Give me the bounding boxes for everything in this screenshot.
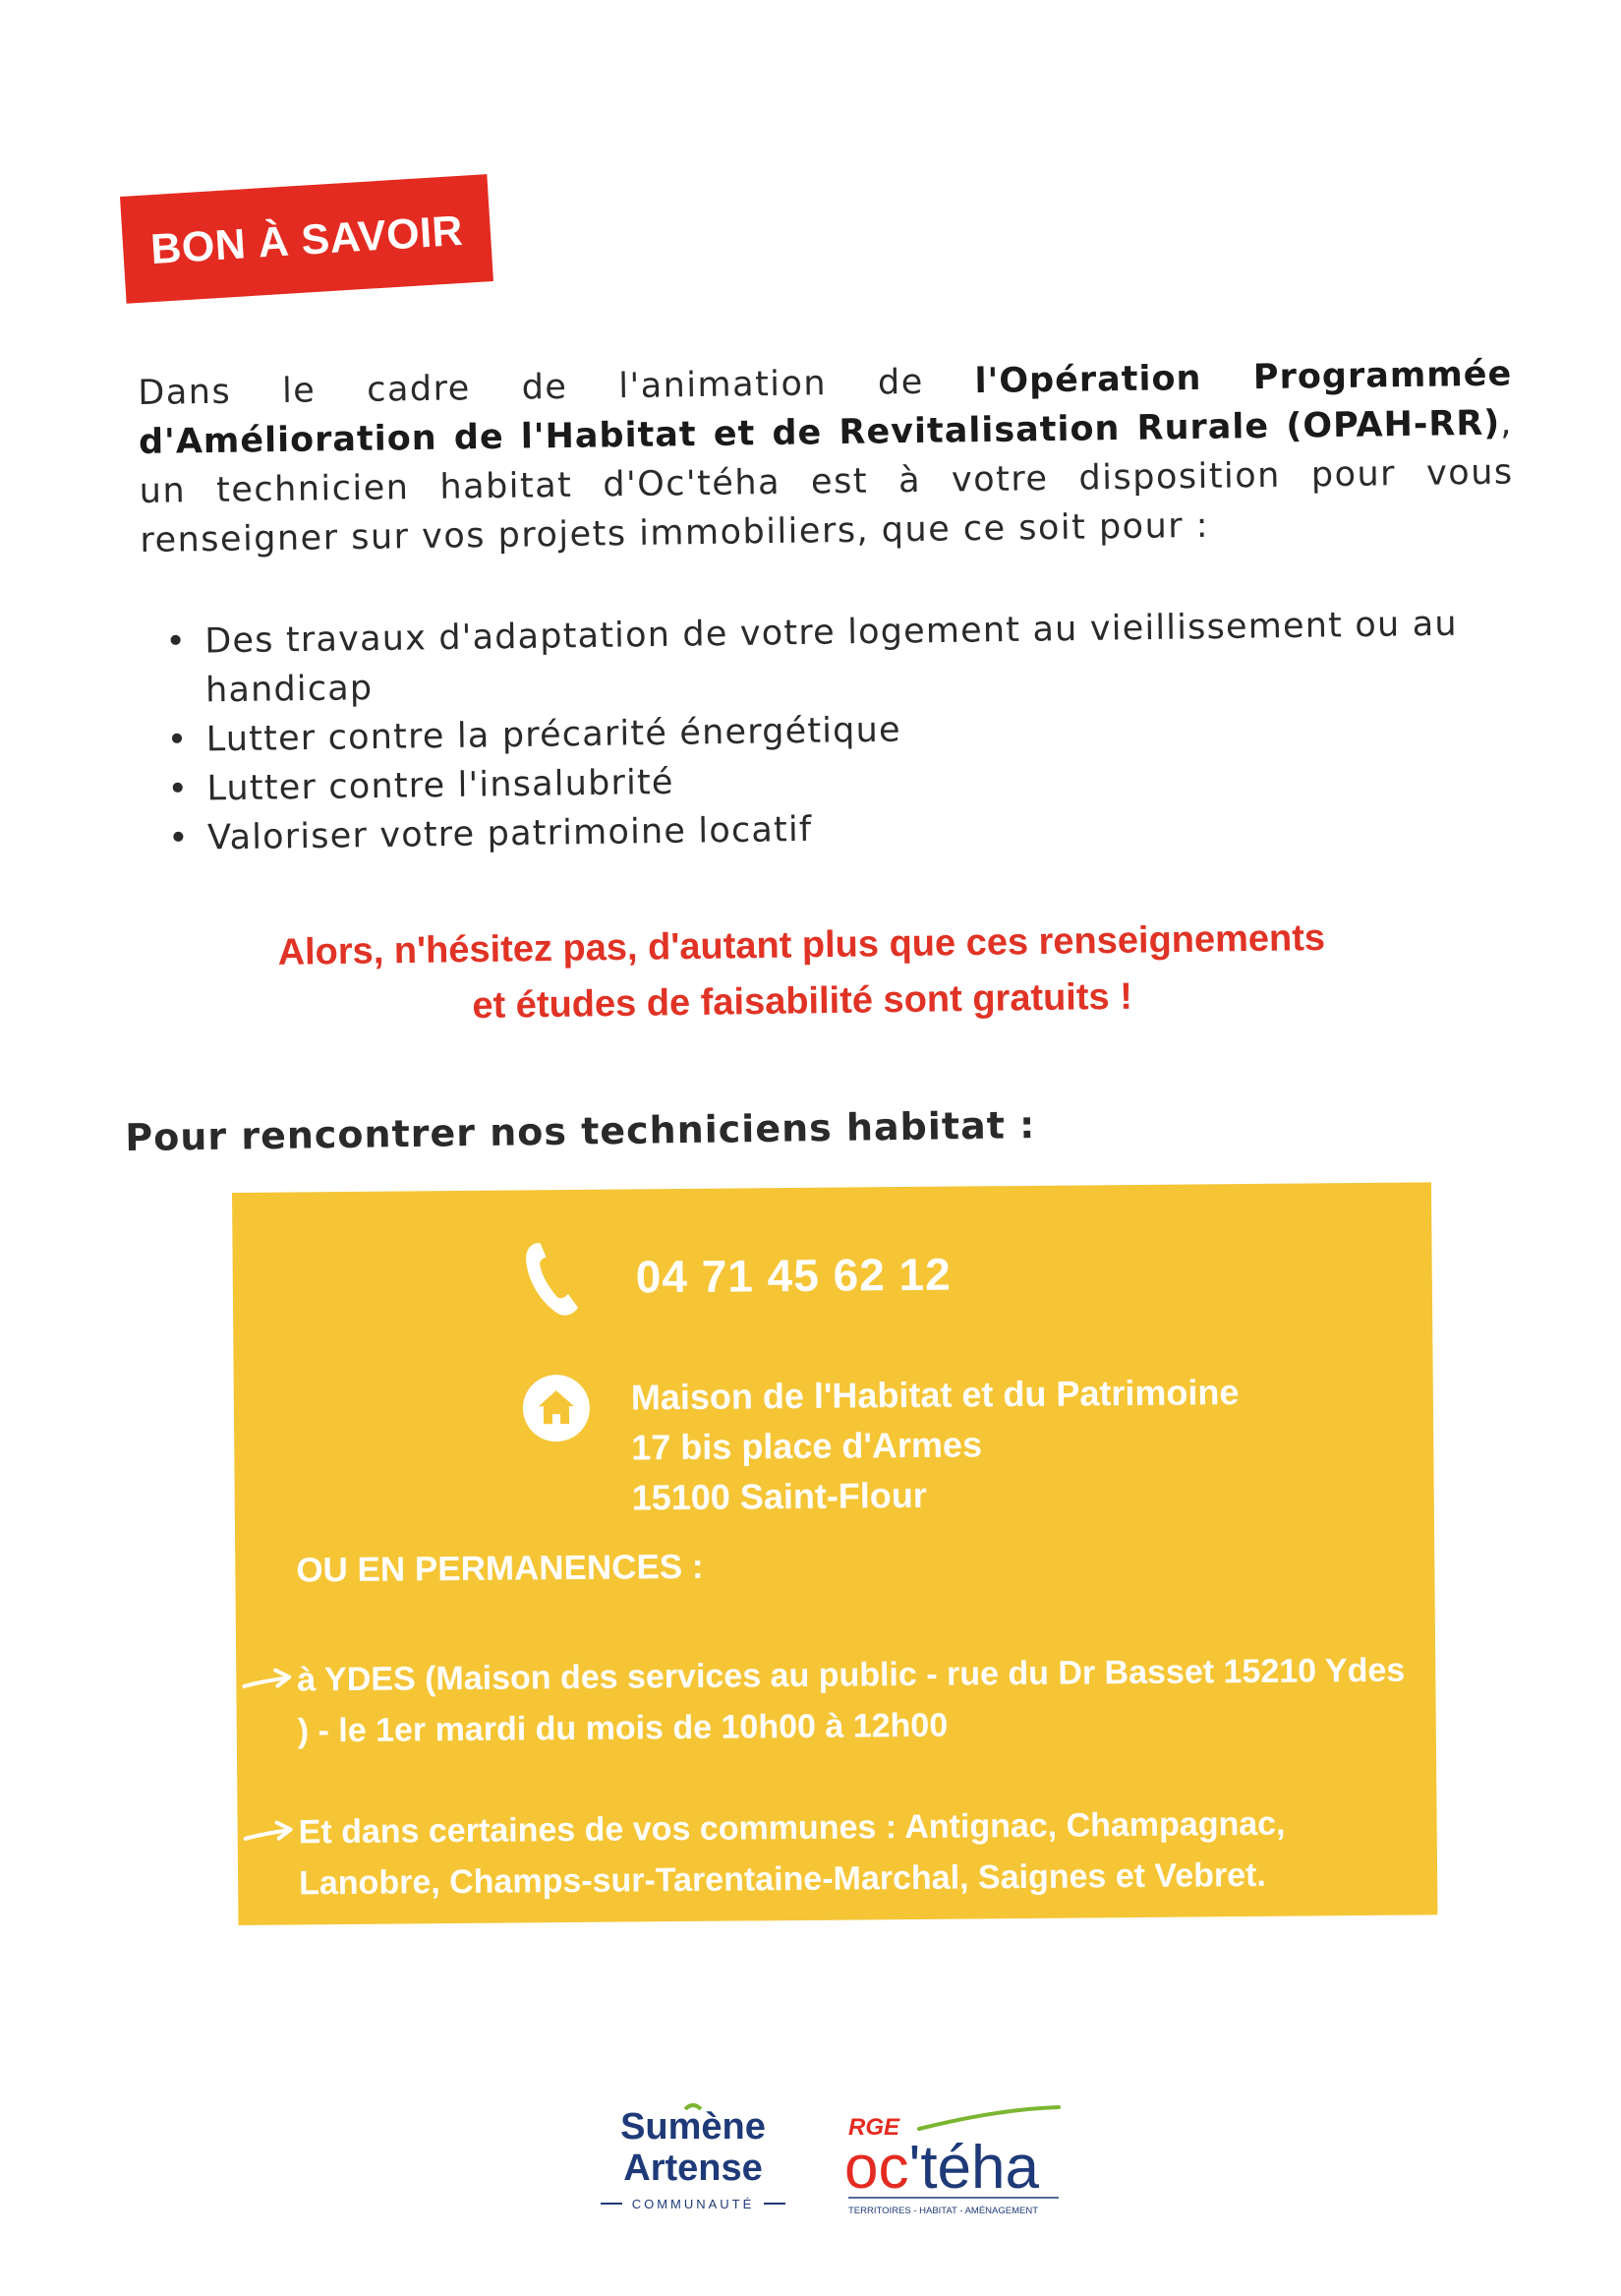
phone-icon <box>522 1239 582 1319</box>
permanence-ydes-text: à YDES (Maison des services au public - rue du Dr Basset 15210 Ydes ) - le 1er mardi du mois de 10h00 à 12h00 <box>297 1651 1406 1750</box>
bon-a-savoir-badge: BON À SAVOIR <box>120 174 493 304</box>
communaute-text: COMMUNAUTÉ <box>631 2197 755 2211</box>
rge-text: RGE <box>848 2114 900 2141</box>
address-block <box>631 1367 1241 1522</box>
permanences-heading: OU EN PERMANENCES : <box>296 1547 704 1590</box>
octeha-text-oc: oc <box>844 2134 909 2202</box>
list-item: • Des travaux d'adaptation de votre logement au vieillissement ou au handicap <box>165 599 1523 716</box>
octeha-text-teha: 'téha <box>908 2134 1039 2202</box>
arrow-right-icon <box>242 1816 299 1849</box>
list-item: • Lutter contre la précarité énergétique <box>166 697 1524 765</box>
phone-number[interactable]: 04 71 45 62 12 <box>635 1248 952 1303</box>
intro-text-start: Dans le cadre de l'animation de <box>138 362 975 413</box>
list-item: • Lutter contre l'insalubrité <box>167 746 1525 814</box>
artense-text: Artense <box>623 2148 763 2189</box>
intro-text-end: , un technicien habitat d'Oc'téha est à votre disposition pour vous renseigner sur vos projets immobiliers, que ce soit pour : <box>139 403 1514 560</box>
sumene-artense-logo <box>601 2105 785 2211</box>
permanence-ydes <box>297 1645 1409 1757</box>
list-item: • Valoriser votre patrimoine locatif <box>168 795 1526 863</box>
octeha-text <box>844 2134 1040 2202</box>
intro-paragraph <box>138 349 1515 564</box>
arrow-right-icon <box>240 1664 297 1696</box>
intro-opah-rr-name: l'Opération Programmée d'Amélioration de l'Habitat et de Revitalisation Rurale (OPAH-RR) <box>138 354 1513 462</box>
callout-line-2: et études de faisabilité sont gratuits ! <box>472 975 1133 1028</box>
octeha-tagline: TERRITOIRES - HABITAT - AMÉNAGEMENT <box>848 2206 1039 2216</box>
partner-logos <box>595 2099 1106 2227</box>
sumene-text: Sumène <box>620 2106 766 2148</box>
octeha-logo <box>844 2107 1059 2216</box>
address-line-1: Maison de l'Habitat et du Patrimoine <box>630 1372 1240 1418</box>
permanence-communes-text: Et dans certaines de vos communes : Antignac, Champagnac, Lanobre, Champs-sur-Tarentaine-Marchal, Saignes et Vebret. <box>298 1804 1286 1903</box>
contact-box <box>232 1182 1437 1925</box>
meet-technicians-heading: Pour rencontrer nos techniciens habitat : <box>125 1103 1036 1159</box>
callout-line-1: Alors, n'hésitez pas, d'autant plus que ces renseignements <box>277 916 1326 973</box>
free-services-callout <box>197 910 1407 1038</box>
address-line-2: 17 bis place d'Armes <box>631 1424 983 1468</box>
home-icon <box>521 1373 593 1444</box>
permanence-communes <box>298 1797 1410 1910</box>
project-types-list <box>165 599 1525 863</box>
address-line-3: 15100 Saint-Flour <box>631 1474 927 1518</box>
